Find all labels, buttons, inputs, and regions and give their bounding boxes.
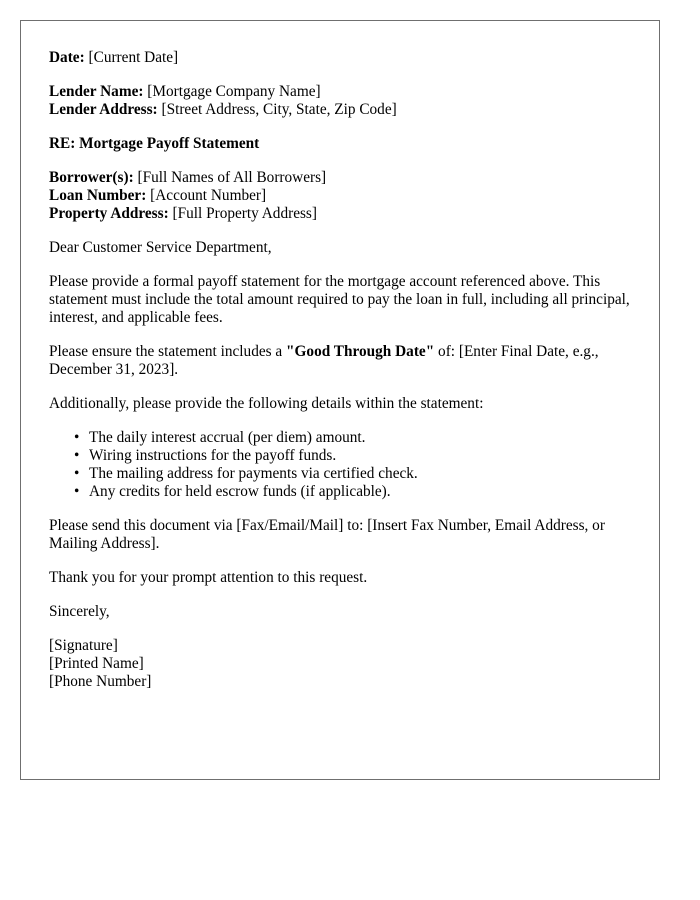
- list-item-text: The mailing address for payments via certified check.: [89, 465, 418, 482]
- borrowers-line: [49, 169, 631, 187]
- borrower-section: [49, 169, 631, 223]
- bullet-icon: •: [74, 483, 80, 500]
- salutation: Dear Customer Service Department,: [49, 239, 272, 256]
- borrowers-value: [Full Names of All Borrowers]: [137, 169, 327, 186]
- loan-number-label: Loan Number:: [49, 187, 147, 204]
- lender-address-label: Lender Address:: [49, 101, 158, 118]
- date-label: Date:: [49, 49, 85, 66]
- date-section: [49, 49, 631, 67]
- closing: Sincerely,: [49, 603, 110, 620]
- list-item-text: Wiring instructions for the payoff funds.: [89, 447, 337, 464]
- lender-name-line: [49, 83, 631, 101]
- thanks-paragraph: Thank you for your prompt attention to this request.: [49, 569, 368, 586]
- property-address-value: [Full Property Address]: [172, 205, 317, 222]
- bullet-icon: •: [74, 465, 80, 482]
- good-through-paragraph: [49, 343, 631, 379]
- property-address-label: Property Address:: [49, 205, 169, 222]
- printed-name-placeholder: [Printed Name]: [49, 655, 144, 672]
- delivery-paragraph: Please send this document via [Fax/Email/Mail] to: [Insert Fax Number, Email Address, or Mailing Address].: [49, 517, 605, 552]
- bullet-icon: •: [74, 429, 80, 446]
- good-through-suffix: of: [Enter Final Date, e.g., December 31, 2023].: [49, 343, 599, 378]
- payoff-letter: [20, 20, 660, 780]
- lender-name-label: Lender Name:: [49, 83, 144, 100]
- signature-block: [49, 637, 631, 691]
- subject-line: RE: Mortgage Payoff Statement: [49, 135, 260, 152]
- list-item: [74, 429, 631, 447]
- list-item: [74, 447, 631, 465]
- good-through-prefix: Please ensure the statement includes a: [49, 343, 287, 360]
- lender-name-value: [Mortgage Company Name]: [147, 83, 321, 100]
- lender-address-line: [49, 101, 631, 119]
- lender-section: [49, 83, 631, 119]
- good-through-term: "Good Through Date": [286, 343, 435, 360]
- loan-number-value: [Account Number]: [150, 187, 267, 204]
- phone-number-placeholder: [Phone Number]: [49, 673, 152, 690]
- loan-number-line: [49, 187, 631, 205]
- borrowers-label: Borrower(s):: [49, 169, 134, 186]
- lender-address-value: [Street Address, City, State, Zip Code]: [161, 101, 397, 118]
- bullet-icon: •: [74, 447, 80, 464]
- list-item-text: The daily interest accrual (per diem) amount.: [89, 429, 366, 446]
- list-item-text: Any credits for held escrow funds (if applicable).: [89, 483, 391, 500]
- details-intro: Additionally, please provide the following details within the statement:: [49, 395, 484, 412]
- date-value: [Current Date]: [88, 49, 179, 66]
- property-address-line: [49, 205, 631, 223]
- subject-section: [49, 135, 631, 153]
- details-list: [49, 429, 631, 501]
- request-paragraph: Please provide a formal payoff statement for the mortgage account referenced above. This statement must include the total amount required to pay the loan in full, including all principal, interest, and applicable fees.: [49, 273, 630, 326]
- date-line: [49, 49, 631, 67]
- list-item: [74, 465, 631, 483]
- list-item: [74, 483, 631, 501]
- signature-placeholder: [Signature]: [49, 637, 118, 654]
